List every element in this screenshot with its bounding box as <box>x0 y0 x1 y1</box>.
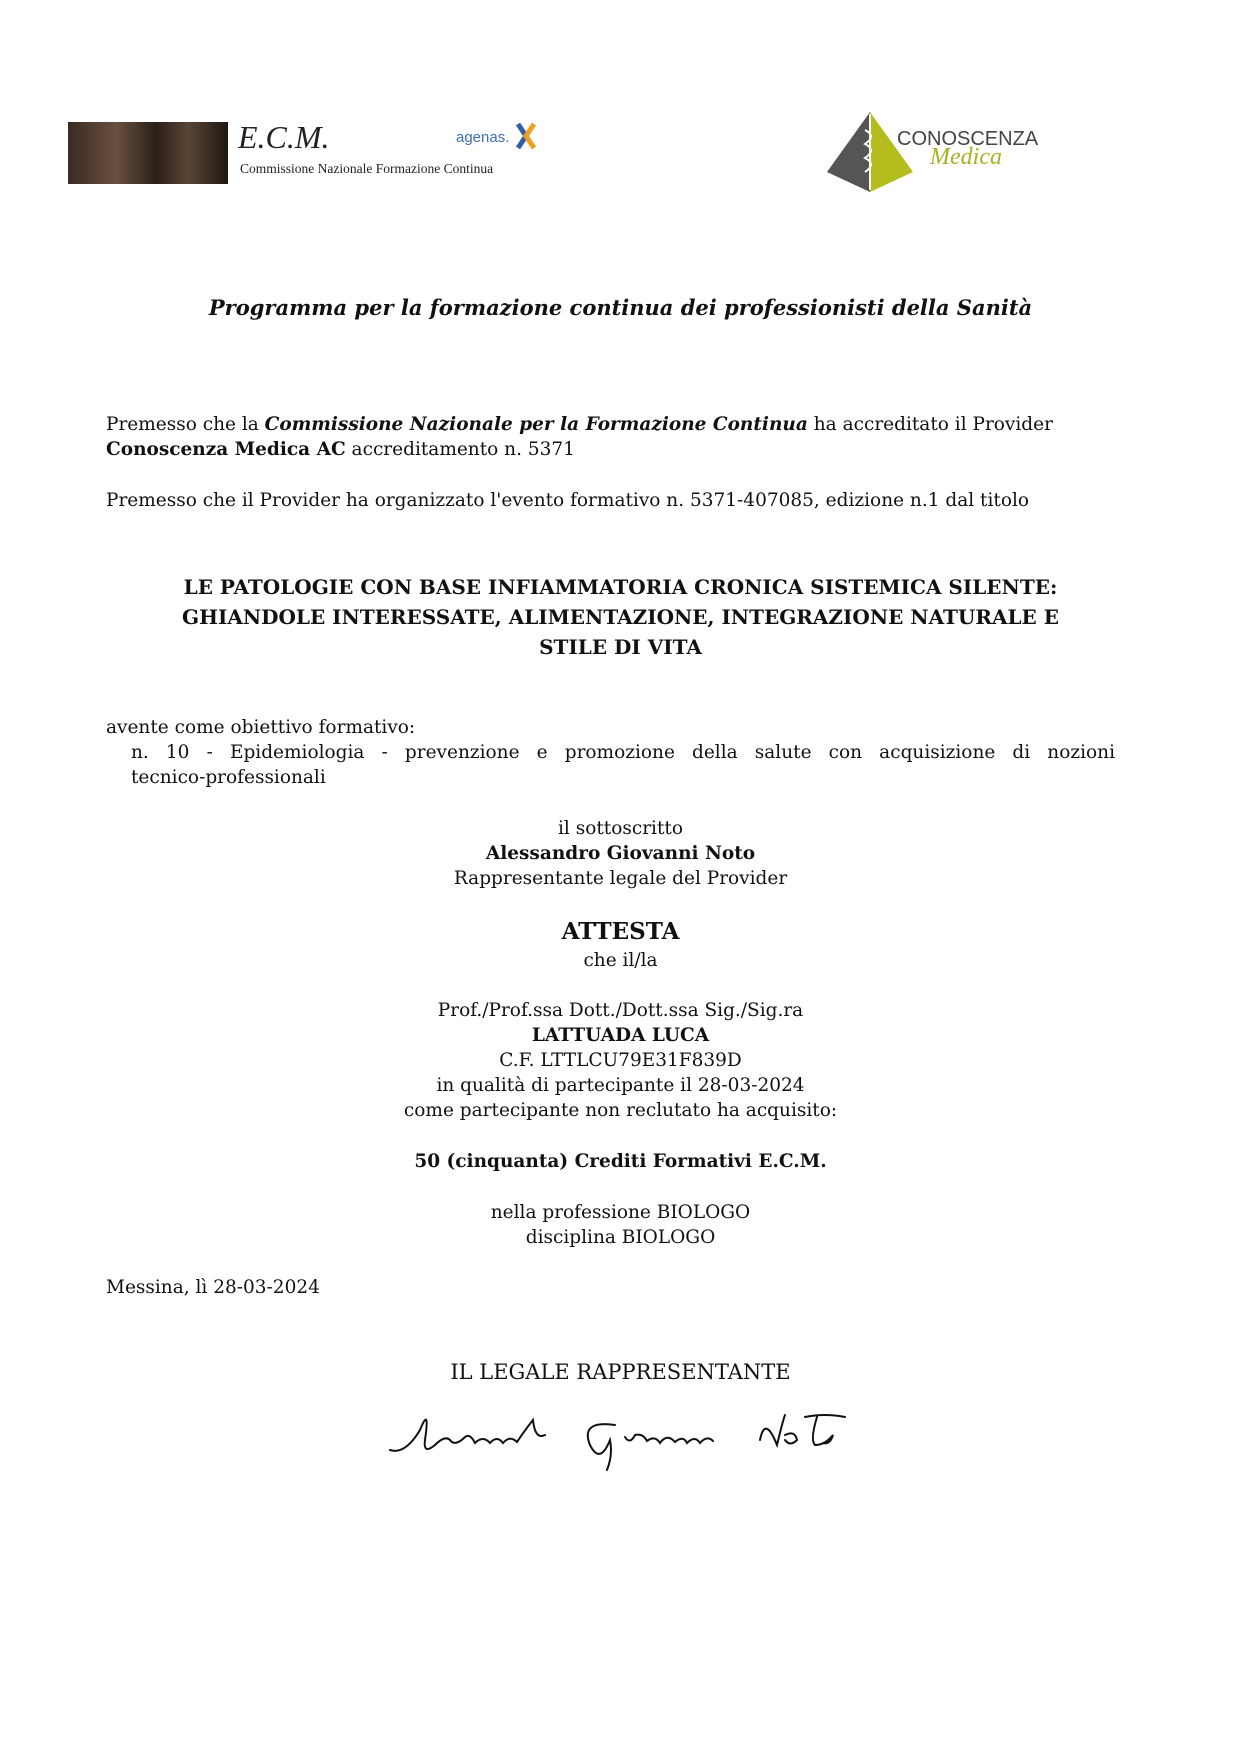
premise-text: ha accreditato il Provider <box>807 414 1053 435</box>
objective-line-2: tecnico-professionali <box>131 767 326 788</box>
ecm-subtitle: Commissione Nazionale Formazione Continua <box>240 161 494 176</box>
participant-name: LATTUADA LUCA <box>531 1025 710 1046</box>
event-title-line: STILE DI VITA <box>539 635 702 659</box>
pyramid-icon <box>825 110 915 195</box>
profession: nella professione BIOLOGO <box>490 1202 751 1223</box>
conoscenza-medica-logo <box>825 110 1055 195</box>
agenas-mark-icon <box>514 122 538 150</box>
participant-cf: C.F. LTTLCU79E31F839D <box>499 1050 742 1071</box>
page-heading: Programma per la formazione continua dei professionisti della Sanità <box>208 295 1033 320</box>
event-title-line: GHIANDOLE INTERESSATE, ALIMENTAZIONE, INTEGRAZIONE NATURALE E <box>182 605 1059 629</box>
credits: 50 (cinquanta) Crediti Formativi E.C.M. <box>414 1151 827 1172</box>
discipline: disciplina BIOLOGO <box>525 1227 716 1248</box>
accreditation-number: accreditamento n. 5371 <box>345 439 575 460</box>
premise-2: Premesso che il Provider ha organizzato l'evento formativo n. 5371-407085, edizione n.1 dal titolo <box>106 490 1030 511</box>
participant-titles: Prof./Prof.ssa Dott./Dott.ssa Sig./Sig.ra <box>437 1000 804 1021</box>
signatory-name: Alessandro Giovanni Noto <box>485 843 756 864</box>
agenas-logo <box>456 122 538 150</box>
event-title <box>0 572 1241 662</box>
attesta-heading: ATTESTA <box>561 918 680 945</box>
legal-representative-label: IL LEGALE RAPPRESENTANTE <box>450 1360 791 1384</box>
logo-text-medica: Medica <box>930 144 1002 170</box>
participant-quality: in qualità di partecipante il 28-03-2024 <box>436 1075 805 1096</box>
signatory-role: Rappresentante legale del Provider <box>453 868 788 889</box>
che-text: che il/la <box>583 950 658 971</box>
signature-image <box>385 1395 865 1475</box>
objective-line-1: n. 10 - Epidemiologia - prevenzione e promozione della salute con acquisizione di nozioni <box>131 742 1115 763</box>
ecm-logo <box>68 117 538 187</box>
painting-image <box>68 122 228 184</box>
ecm-title: E.C.M. <box>238 119 330 155</box>
participant-status: come partecipante non reclutato ha acquisito: <box>403 1100 838 1121</box>
objective-label: avente come obiettivo formativo: <box>106 717 416 738</box>
commission-name: Commissione Nazionale per la Formazione Continua <box>264 414 808 435</box>
logo-text-conoscenza: CONOSCENZA <box>897 128 1039 150</box>
event-title-line: LE PATOLOGIE CON BASE INFIAMMATORIA CRONICA SISTEMICA SILENTE: <box>183 575 1058 599</box>
agenas-text: agenas. <box>456 129 510 146</box>
signatory-intro: il sottoscritto <box>558 818 683 839</box>
premise-text: Premesso che la <box>106 414 265 435</box>
place-date: Messina, lì 28-03-2024 <box>106 1277 320 1298</box>
premise-1 <box>106 412 1053 462</box>
provider-name: Conoscenza Medica AC <box>106 439 346 460</box>
